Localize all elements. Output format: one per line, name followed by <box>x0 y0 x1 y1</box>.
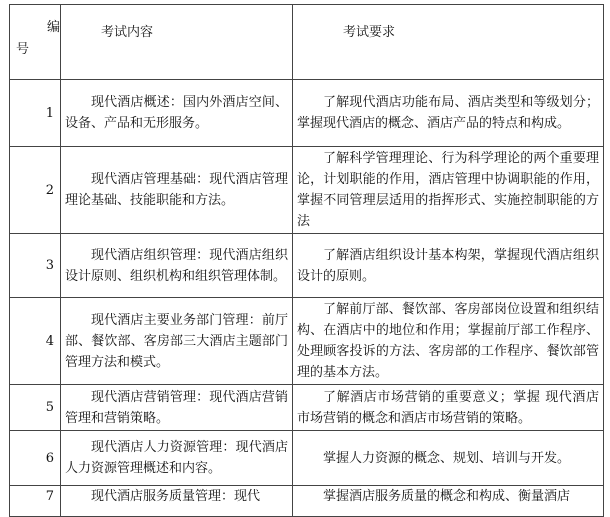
row-content: 现代酒店组织管理：现代酒店组织设计原则、组织机构和组织管理体制。 <box>61 234 293 298</box>
row-number: 7 <box>10 486 61 517</box>
row-requirement: 了解前厅部、餐饮部、客房部岗位设置和组织结构、在酒店中的地位和作用；掌握前厅部工作程序、处理顾客投诉的方法、客房部的工作程序、餐饮部管理的基本方法。 <box>293 298 604 385</box>
table-header-row <box>10 5 604 80</box>
table-row <box>10 385 604 431</box>
header-exam-requirement: 考试要求 <box>293 5 604 80</box>
row-content: 现代酒店概述：国内外酒店空间、设备、产品和无形服务。 <box>61 80 293 147</box>
table-row <box>10 298 604 385</box>
header-exam-content: 考试内容 <box>61 5 293 80</box>
row-number: 5 <box>10 385 61 431</box>
table-row <box>10 147 604 234</box>
row-number: 3 <box>10 234 61 298</box>
row-number: 6 <box>10 431 61 486</box>
table-row <box>10 486 604 517</box>
row-requirement: 掌握酒店服务质量的概念和构成、衡量酒店 <box>293 486 604 517</box>
row-content: 现代酒店人力资源管理：现代酒店人力资源管理概述和内容。 <box>61 431 293 486</box>
header-number-char-2: 号 <box>16 42 30 57</box>
header-number <box>10 5 61 80</box>
exam-syllabus-table <box>9 4 604 517</box>
row-number: 2 <box>10 147 61 234</box>
row-requirement: 掌握人力资源的概念、规划、培训与开发。 <box>293 431 604 486</box>
row-content: 现代酒店主要业务部门管理：前厅部、餐饮部、客房部三大酒店主题部门管理方法和模式。 <box>61 298 293 385</box>
row-content: 现代酒店管理基础：现代酒店管理理论基础、技能职能和方法。 <box>61 147 293 234</box>
row-content: 现代酒店服务质量管理：现代 <box>61 486 293 517</box>
row-requirement: 了解科学管理理论、行为科学理论的两个重要理论，计划职能的作用，酒店管理中协调职能的作用，掌握不同管理层适用的指挥形式、实施控制职能的方法 <box>293 147 604 234</box>
table-row <box>10 80 604 147</box>
row-number: 1 <box>10 80 61 147</box>
row-requirement: 了解酒店市场营销的重要意义；掌握 现代酒店市场营销的概念和酒店市场营销的策略。 <box>293 385 604 431</box>
row-requirement: 了解酒店组织设计基本构架，掌握现代酒店组织设计的原则。 <box>293 234 604 298</box>
table-row <box>10 431 604 486</box>
table-row <box>10 234 604 298</box>
row-requirement: 了解现代酒店功能布局、酒店类型和等级划分；掌握现代酒店的概念、酒店产品的特点和构成。 <box>293 80 604 147</box>
row-content: 现代酒店营销管理：现代酒店营销管理和营销策略。 <box>61 385 293 431</box>
header-number-char-1: 编 <box>47 20 61 35</box>
row-number: 4 <box>10 298 61 385</box>
